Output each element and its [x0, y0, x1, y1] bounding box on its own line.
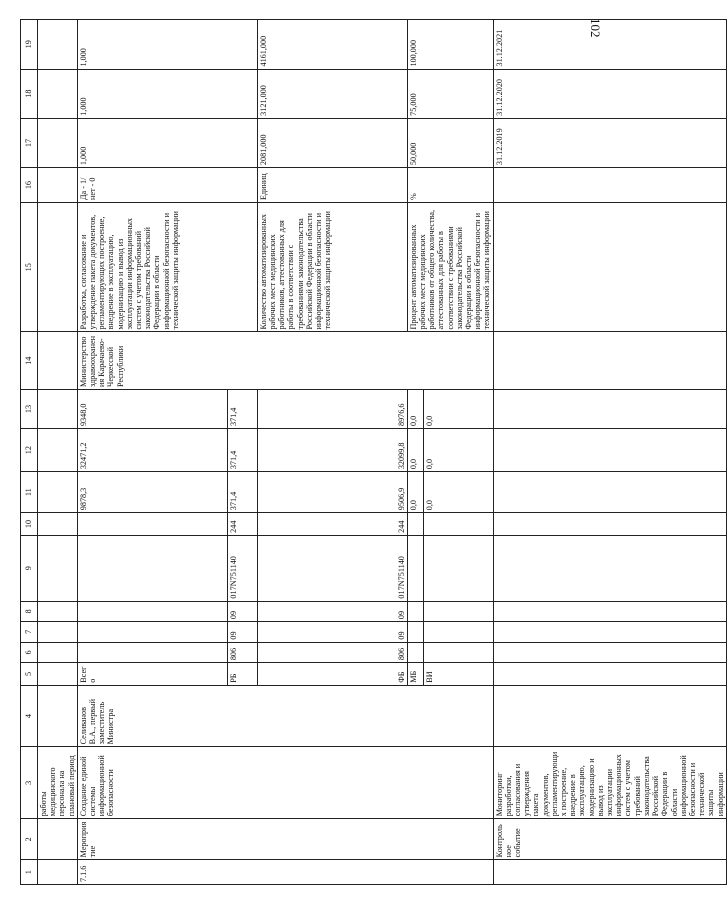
col-num: 8 [21, 601, 38, 622]
col-num: 19 [21, 20, 38, 70]
col-num: 13 [21, 389, 38, 428]
col-num: 2 [21, 819, 38, 860]
indicator-3: Процент автоматизированных рабочих мест медицинских работников от общего количества, аттестованных для работы в соответствии с требованиями законодательства Российской Федерации в области информационной безопасности и технической защиты информации [407, 203, 493, 332]
indicator-2: Количество автоматизированных рабочих мест медицинских работников, аттестованных для работы в соответствии с требованиями законодательства Российской Федерации в области информационной безопасности и технической защиты информации [257, 203, 407, 332]
col-num: 11 [21, 472, 38, 513]
source-vi: ВИ [424, 663, 494, 686]
responsible: Селиванов В.А., первый заместитель Министра [77, 685, 493, 747]
vi-2020: 0,0 [424, 429, 494, 472]
unit-1: Да - 1/ нет - 0 [77, 168, 257, 203]
col-num: 12 [21, 429, 38, 472]
col-num: 17 [21, 118, 38, 167]
vi-2019: 0,0 [424, 472, 494, 513]
col-num: 6 [21, 642, 38, 663]
total-2021: 9348,0 [77, 389, 227, 428]
col-num: 9 [21, 535, 38, 601]
fb-rz: 09 [257, 622, 407, 643]
ind1-2019: 1,000 [77, 118, 257, 167]
rb-2021: 371,4 [227, 389, 257, 428]
rb-2020: 371,4 [227, 429, 257, 472]
indicator-1: Разработка, согласование и утверждение пакета документов, регламентирующих построение, внедрение в эксплуатацию, модернизацию и вывод из эксплуатации информационных систем с учетом требований законодательства Российской Федерации в области информационной безопасности и технической защиты информации [77, 203, 257, 332]
control-2020: 31.12.2020 [493, 69, 726, 118]
unit-2: Единиц [257, 168, 407, 203]
fb-2020: 32099,8 [257, 429, 407, 472]
program-table [20, 19, 727, 885]
column-number-row [21, 20, 38, 885]
mb-2021: 0,0 [407, 389, 423, 428]
unit-3: % [407, 168, 493, 203]
executor: Министерство здравоохранения Карачаево-Черкесской Республики [77, 332, 493, 390]
col-num: 16 [21, 168, 38, 203]
total-2019: 9878,3 [77, 472, 227, 513]
page-number: 102 [588, 18, 603, 38]
row-name: Создание единой системы информационной безопасности [77, 747, 493, 819]
row-716-total [77, 20, 227, 885]
col-num: 1 [21, 860, 38, 885]
mb-2019: 0,0 [407, 472, 423, 513]
rotated-table-wrapper [20, 19, 725, 885]
total-2020: 32471,2 [77, 429, 227, 472]
col-num: 14 [21, 332, 38, 390]
col-num: 18 [21, 69, 38, 118]
col-num: 4 [21, 685, 38, 747]
ind1-2020: 1,000 [77, 69, 257, 118]
source-mb: МБ [407, 663, 423, 686]
control-type: Контрольное событие [493, 819, 726, 860]
row-type: Мероприятие [77, 819, 493, 860]
fb-grbs: 806 [257, 642, 407, 663]
col-num: 15 [21, 203, 38, 332]
fb-pr: 09 [257, 601, 407, 622]
rb-grbs: 806 [227, 642, 257, 663]
ind2-2021: 4161,000 [257, 20, 407, 70]
col-num: 10 [21, 513, 38, 536]
mb-2020: 0,0 [407, 429, 423, 472]
source-rb: РБ [227, 663, 257, 686]
rb-csr: 017N751140 [227, 535, 257, 601]
col-num: 7 [21, 622, 38, 643]
source-total: Всего [77, 663, 227, 686]
continuation-row [38, 20, 78, 885]
rb-vr: 244 [227, 513, 257, 536]
ind1-2021: 1,000 [77, 20, 257, 70]
fb-2019: 9506,9 [257, 472, 407, 513]
control-event-row [493, 20, 726, 885]
row-number: 7.1.6 [77, 860, 493, 885]
col-num: 3 [21, 747, 38, 819]
source-fb: ФБ [257, 663, 407, 686]
fb-csr: 017N751140 [257, 535, 407, 601]
ind3-2021: 100,000 [407, 20, 493, 70]
vi-2021: 0,0 [424, 389, 494, 428]
rb-2019: 371,4 [227, 472, 257, 513]
control-2019: 31.12.2019 [493, 118, 726, 167]
ind2-2020: 3121,000 [257, 69, 407, 118]
control-2021: 31.12.2021 [493, 20, 726, 70]
fb-vr: 244 [257, 513, 407, 536]
fb-2021: 8976,6 [257, 389, 407, 428]
control-name: Мониторинг разработки, согласования и утверждения пакета документов, регламентирующих построение, внедрение в эксплуатацию, модернизацию и вывод из эксплуатации информационных систем с учетом требований законодательства Российской Федерации в области информационной безопасности и технической защиты информации [493, 747, 726, 819]
rb-pr: 09 [227, 601, 257, 622]
ind3-2019: 50,000 [407, 118, 493, 167]
continuation-text: работы медицинского персонала на плановый период [38, 747, 78, 819]
ind2-2019: 2081,000 [257, 118, 407, 167]
rb-rz: 09 [227, 622, 257, 643]
col-num: 5 [21, 663, 38, 686]
ind3-2020: 75,000 [407, 69, 493, 118]
